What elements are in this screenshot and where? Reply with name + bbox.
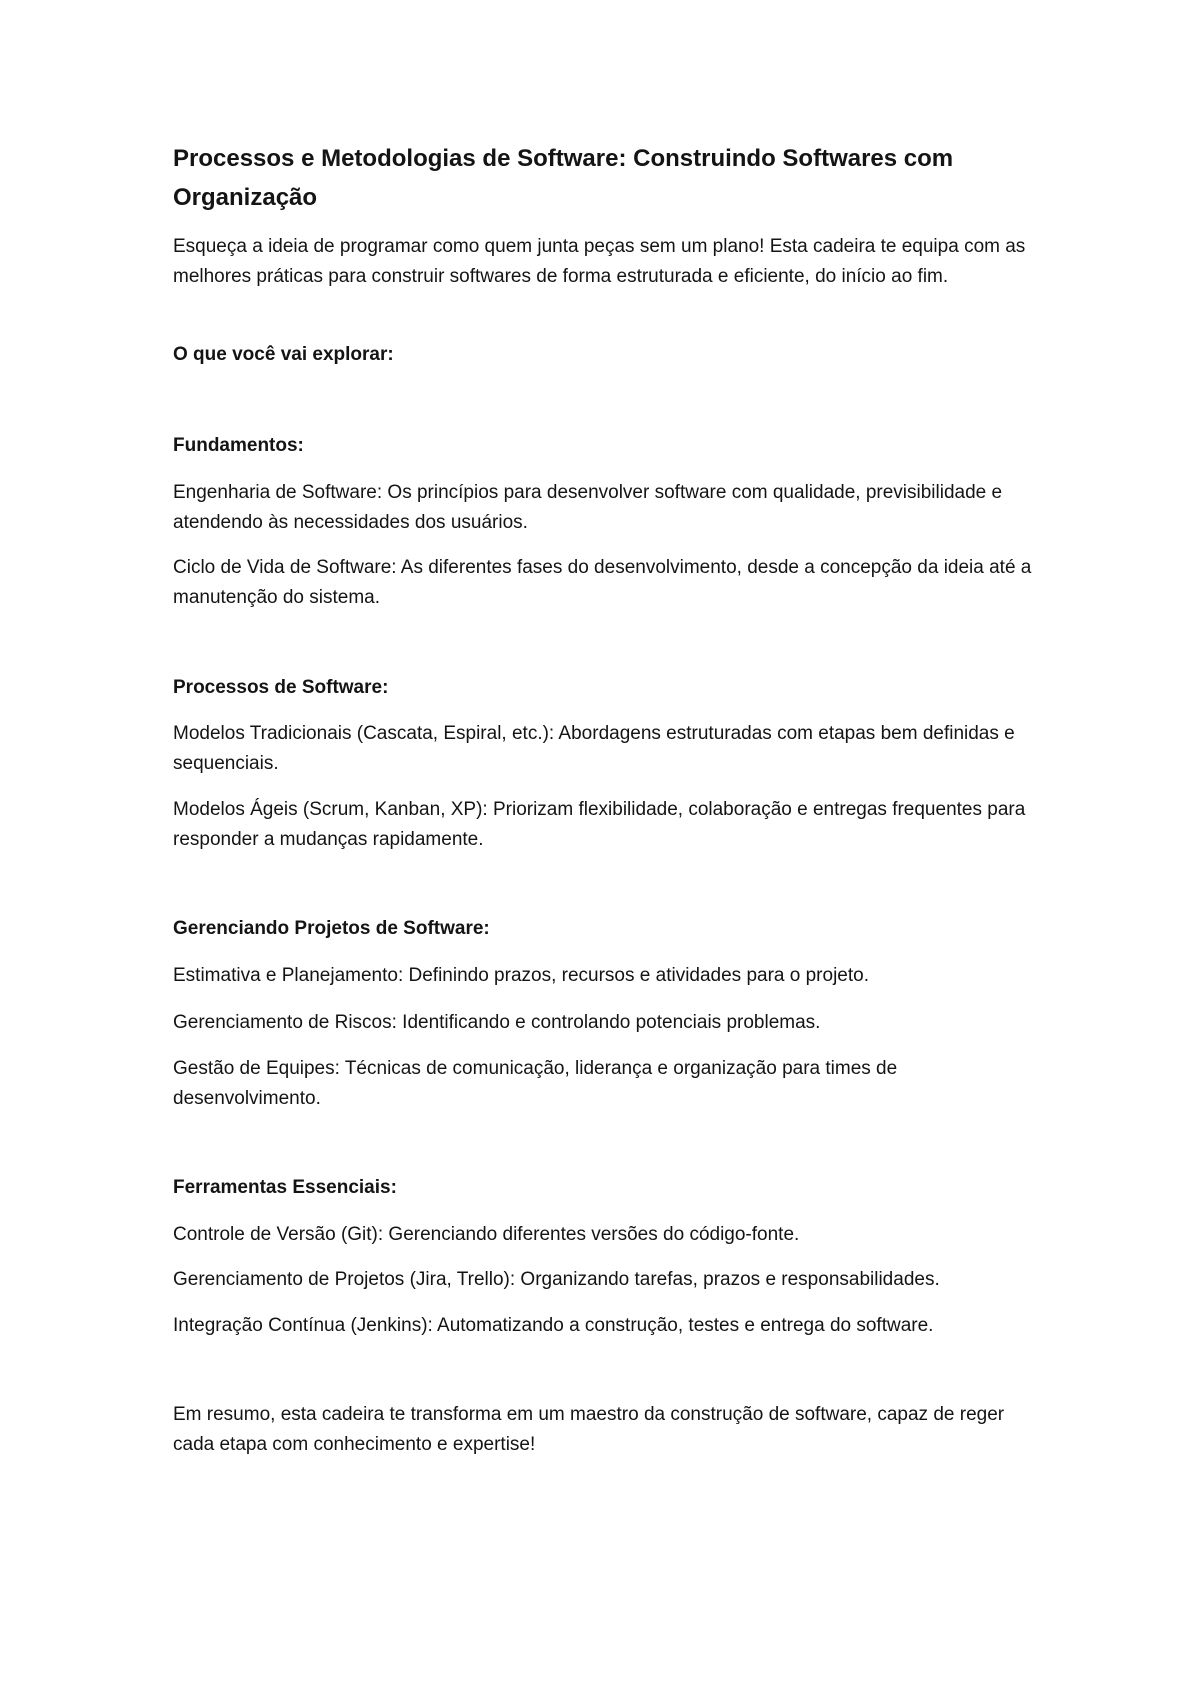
- explore-heading: O que você vai explorar:: [173, 344, 394, 365]
- section-heading-gerenciando-projetos: Gerenciando Projetos de Software:: [173, 918, 490, 939]
- section-heading-ferramentas: Ferramentas Essenciais:: [173, 1177, 397, 1198]
- list-item: Gestão de Equipes: Técnicas de comunicação, liderança e organização para times de desenvolvimento.: [173, 1058, 898, 1109]
- list-item: Engenharia de Software: Os princípios para desenvolver software com qualidade, previsibilidade e atendendo às necessidades dos usuários.: [173, 482, 1003, 533]
- list-item: Controle de Versão (Git): Gerenciando diferentes versões do código-fonte.: [173, 1224, 800, 1245]
- list-item: Modelos Ágeis (Scrum, Kanban, XP): Priorizam flexibilidade, colaboração e entregas frequentes para responder a mudanças rapidamente.: [173, 799, 1026, 850]
- list-item: Modelos Tradicionais (Cascata, Espiral, etc.): Abordagens estruturadas com etapas bem definidas e sequenciais.: [173, 723, 1015, 774]
- list-item: Estimativa e Planejamento: Definindo prazos, recursos e atividades para o projeto.: [173, 965, 869, 986]
- section-heading-fundamentos: Fundamentos:: [173, 435, 304, 456]
- list-item: Integração Contínua (Jenkins): Automatizando a construção, testes e entrega do software.: [173, 1315, 934, 1336]
- document-title: Processos e Metodologias de Software: Construindo Softwares com Organização: [173, 145, 954, 211]
- section-heading-processos: Processos de Software:: [173, 677, 389, 698]
- list-item: Gerenciamento de Riscos: Identificando e controlando potenciais problemas.: [173, 1012, 821, 1033]
- summary-paragraph: Em resumo, esta cadeira te transforma em um maestro da construção de software, capaz de reger cada etapa com conhecimento e expertise!: [173, 1404, 1005, 1455]
- intro-paragraph: Esqueça a ideia de programar como quem junta peças sem um plano! Esta cadeira te equipa com as melhores práticas para construir softwares de forma estruturada e eficiente, do início ao fim.: [173, 236, 1026, 287]
- list-item: Gerenciamento de Projetos (Jira, Trello): Organizando tarefas, prazos e responsabilidades.: [173, 1269, 940, 1290]
- list-item: Ciclo de Vida de Software: As diferentes fases do desenvolvimento, desde a concepção da ideia até a manutenção do sistema.: [173, 557, 1032, 608]
